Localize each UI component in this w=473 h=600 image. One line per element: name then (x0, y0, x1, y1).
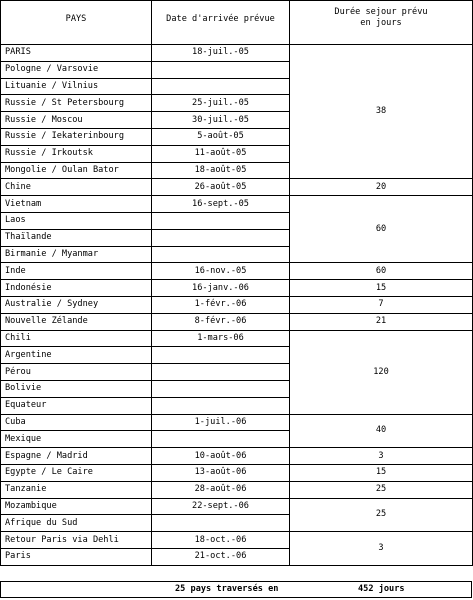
arrival-date-cell: 18-oct.-06 (152, 532, 290, 549)
duration-cell: 25 (290, 481, 473, 498)
arrival-date-cell: 28-août-06 (152, 481, 290, 498)
table-row (1, 45, 473, 62)
arrival-date-cell: 16-sept.-05 (152, 196, 290, 213)
header-row (1, 1, 473, 45)
arrival-date-cell: 1-juil.-06 (152, 414, 290, 431)
table-row (1, 263, 473, 280)
country-cell: Thaïlande (1, 229, 152, 246)
table-row (1, 196, 473, 213)
table-row (1, 448, 473, 465)
table-row (1, 414, 473, 431)
arrival-date-cell (152, 431, 290, 448)
header-duree: Durée sejour prévu en jours (290, 1, 473, 45)
duration-cell: 15 (290, 280, 473, 297)
country-cell: Laos (1, 212, 152, 229)
table-row (1, 330, 473, 347)
table-row (1, 313, 473, 330)
arrival-date-cell (152, 380, 290, 397)
table-row (1, 498, 473, 515)
country-cell: PARIS (1, 45, 152, 62)
country-cell: Vietnam (1, 196, 152, 213)
country-cell: Espagne / Madrid (1, 448, 152, 465)
country-cell: Chine (1, 179, 152, 196)
arrival-date-cell: 10-août-06 (152, 448, 290, 465)
arrival-date-cell: 5-août-05 (152, 128, 290, 145)
country-cell: Retour Paris via Dehli (1, 532, 152, 549)
arrival-date-cell: 11-août-05 (152, 145, 290, 162)
header-pays: PAYS (1, 1, 152, 45)
country-cell: Mexique (1, 431, 152, 448)
arrival-date-cell: 21-oct.-06 (152, 548, 290, 565)
duration-cell: 20 (290, 179, 473, 196)
country-cell: Argentine (1, 347, 152, 364)
country-cell: Egypte / Le Caire (1, 464, 152, 481)
duration-cell: 15 (290, 464, 473, 481)
header-date: Date d'arrivée prévue (152, 1, 290, 45)
table-row (1, 481, 473, 498)
arrival-date-cell (152, 397, 290, 414)
arrival-date-cell: 16-janv.-06 (152, 280, 290, 297)
country-cell: Tanzanie (1, 481, 152, 498)
country-cell: Russie / Moscou (1, 112, 152, 129)
country-cell: Cuba (1, 414, 152, 431)
arrival-date-cell (152, 78, 290, 95)
country-cell: Mongolie / Oulan Bator (1, 162, 152, 179)
country-cell: Pologne / Varsovie (1, 61, 152, 78)
arrival-date-cell: 18-juil.-05 (152, 45, 290, 62)
country-cell: Nouvelle Zélande (1, 313, 152, 330)
arrival-date-cell (152, 229, 290, 246)
country-cell: Lituanie / Vilnius (1, 78, 152, 95)
country-cell: Pérou (1, 364, 152, 381)
arrival-date-cell (152, 347, 290, 364)
duration-cell: 120 (290, 330, 473, 414)
arrival-date-cell (152, 364, 290, 381)
countries-summary: 25 pays traversés en (175, 584, 279, 594)
duration-cell: 3 (290, 448, 473, 465)
table-body (1, 45, 473, 566)
country-cell: Russie / St Petersbourg (1, 95, 152, 112)
duration-cell: 38 (290, 45, 473, 179)
arrival-date-cell: 8-févr.-06 (152, 313, 290, 330)
arrival-date-cell (152, 212, 290, 229)
country-cell: Paris (1, 548, 152, 565)
duration-cell: 60 (290, 263, 473, 280)
country-cell: Australie / Sydney (1, 296, 152, 313)
arrival-date-cell (152, 246, 290, 263)
arrival-date-cell: 22-sept.-06 (152, 498, 290, 515)
country-cell: Chili (1, 330, 152, 347)
table-row (1, 179, 473, 196)
arrival-date-cell (152, 515, 290, 532)
arrival-date-cell: 1-mars-06 (152, 330, 290, 347)
arrival-date-cell: 18-août-05 (152, 162, 290, 179)
table-row (1, 532, 473, 549)
table-row (1, 296, 473, 313)
total-days: 452 jours (358, 584, 405, 594)
country-cell: Birmanie / Myanmar (1, 246, 152, 263)
duration-cell: 60 (290, 196, 473, 263)
country-cell: Indonésie (1, 280, 152, 297)
duration-cell: 7 (290, 296, 473, 313)
arrival-date-cell: 26-août-05 (152, 179, 290, 196)
duration-cell: 25 (290, 498, 473, 532)
country-cell: Equateur (1, 397, 152, 414)
duration-cell: 3 (290, 532, 473, 566)
summary-footer (0, 581, 472, 598)
country-cell: Russie / Irkoutsk (1, 145, 152, 162)
arrival-date-cell: 16-nov.-05 (152, 263, 290, 280)
arrival-date-cell: 30-juil.-05 (152, 112, 290, 129)
arrival-date-cell: 13-août-06 (152, 464, 290, 481)
table-row (1, 464, 473, 481)
arrival-date-cell: 25-juil.-05 (152, 95, 290, 112)
country-cell: Bolivie (1, 380, 152, 397)
country-cell: Afrique du Sud (1, 515, 152, 532)
duration-cell: 40 (290, 414, 473, 448)
duration-cell: 21 (290, 313, 473, 330)
table-row (1, 280, 473, 297)
arrival-date-cell: 1-févr.-06 (152, 296, 290, 313)
country-cell: Russie / Iekaterinbourg (1, 128, 152, 145)
country-cell: Inde (1, 263, 152, 280)
arrival-date-cell (152, 61, 290, 78)
country-cell: Mozambique (1, 498, 152, 515)
